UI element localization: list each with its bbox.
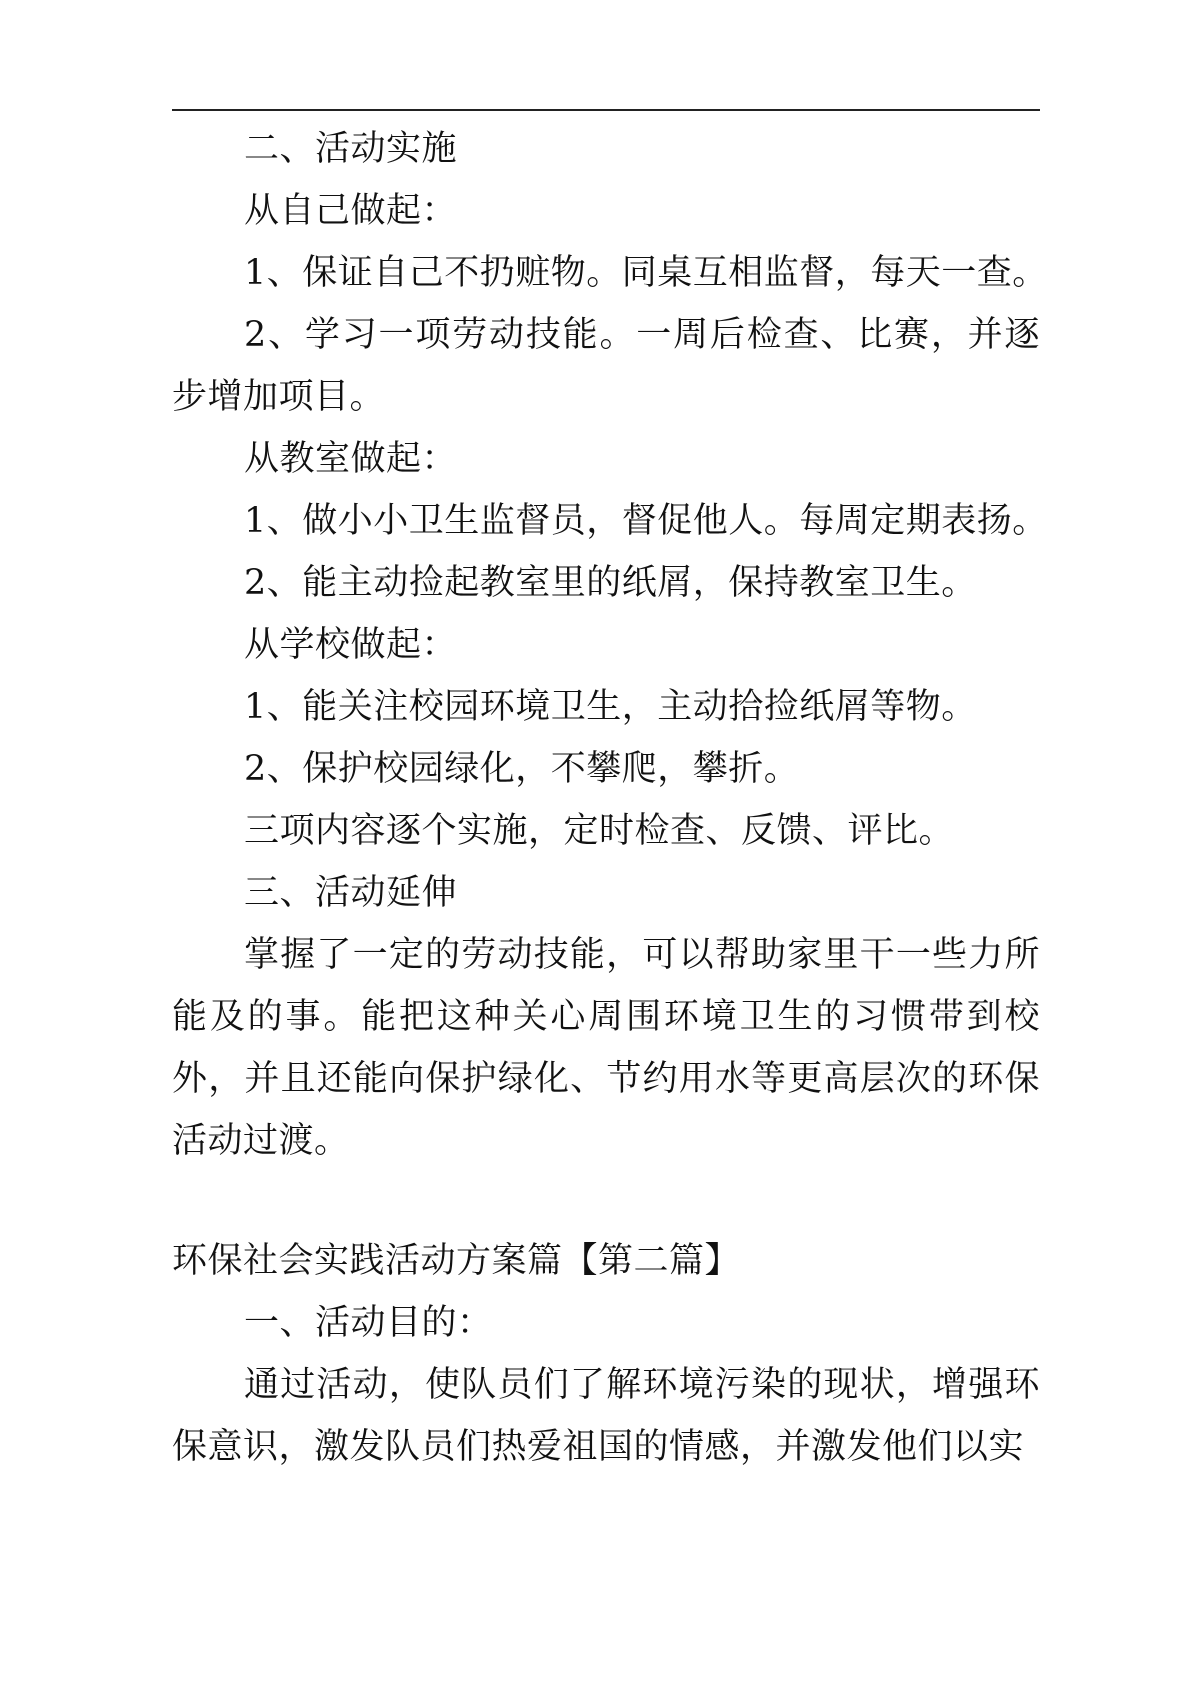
document-body [172, 118, 1048, 1478]
list-item: 2、学习一项劳动技能。一周后检查、比赛，并逐步增加项目。 [172, 315, 1040, 417]
list-item: 1、能关注校园环境卫生，主动拾捡纸屑等物。 [244, 687, 977, 727]
summary-paragraph: 三项内容逐个实施，定时检查、反馈、评比。 [244, 811, 955, 851]
list-item: 2、保护校园绿化，不攀爬，攀折。 [244, 749, 800, 789]
section-heading-implementation: 二、活动实施 [244, 129, 458, 169]
article-title: 环保社会实践活动方案篇【第二篇】 [172, 1241, 741, 1281]
subheading-self: 从自己做起： [244, 191, 458, 231]
subheading-school: 从学校做起： [244, 625, 458, 665]
purpose-paragraph: 通过活动，使队员们了解环境污染的现状，增强环保意识，激发队员们热爱祖国的情感，并激发他们以实 [172, 1365, 1040, 1467]
list-item: 2、能主动捡起教室里的纸屑，保持教室卫生。 [244, 563, 977, 603]
section-spacer [172, 1172, 1040, 1230]
header-rule [172, 109, 1040, 111]
section-heading-extension: 三、活动延伸 [244, 873, 458, 913]
list-item: 1、做小小卫生监督员，督促他人。每周定期表扬。 [244, 501, 1048, 541]
extension-paragraph: 掌握了一定的劳动技能，可以帮助家里干一些力所能及的事。能把这种关心周围环境卫生的习惯带到校外，并且还能向保护绿化、节约用水等更高层次的环保活动过渡。 [172, 935, 1040, 1161]
list-item: 1、保证自己不扔赃物。同桌互相监督，每天一查。 [244, 253, 1048, 293]
section-heading-purpose: 一、活动目的： [244, 1303, 493, 1343]
subheading-classroom: 从教室做起： [244, 439, 458, 479]
